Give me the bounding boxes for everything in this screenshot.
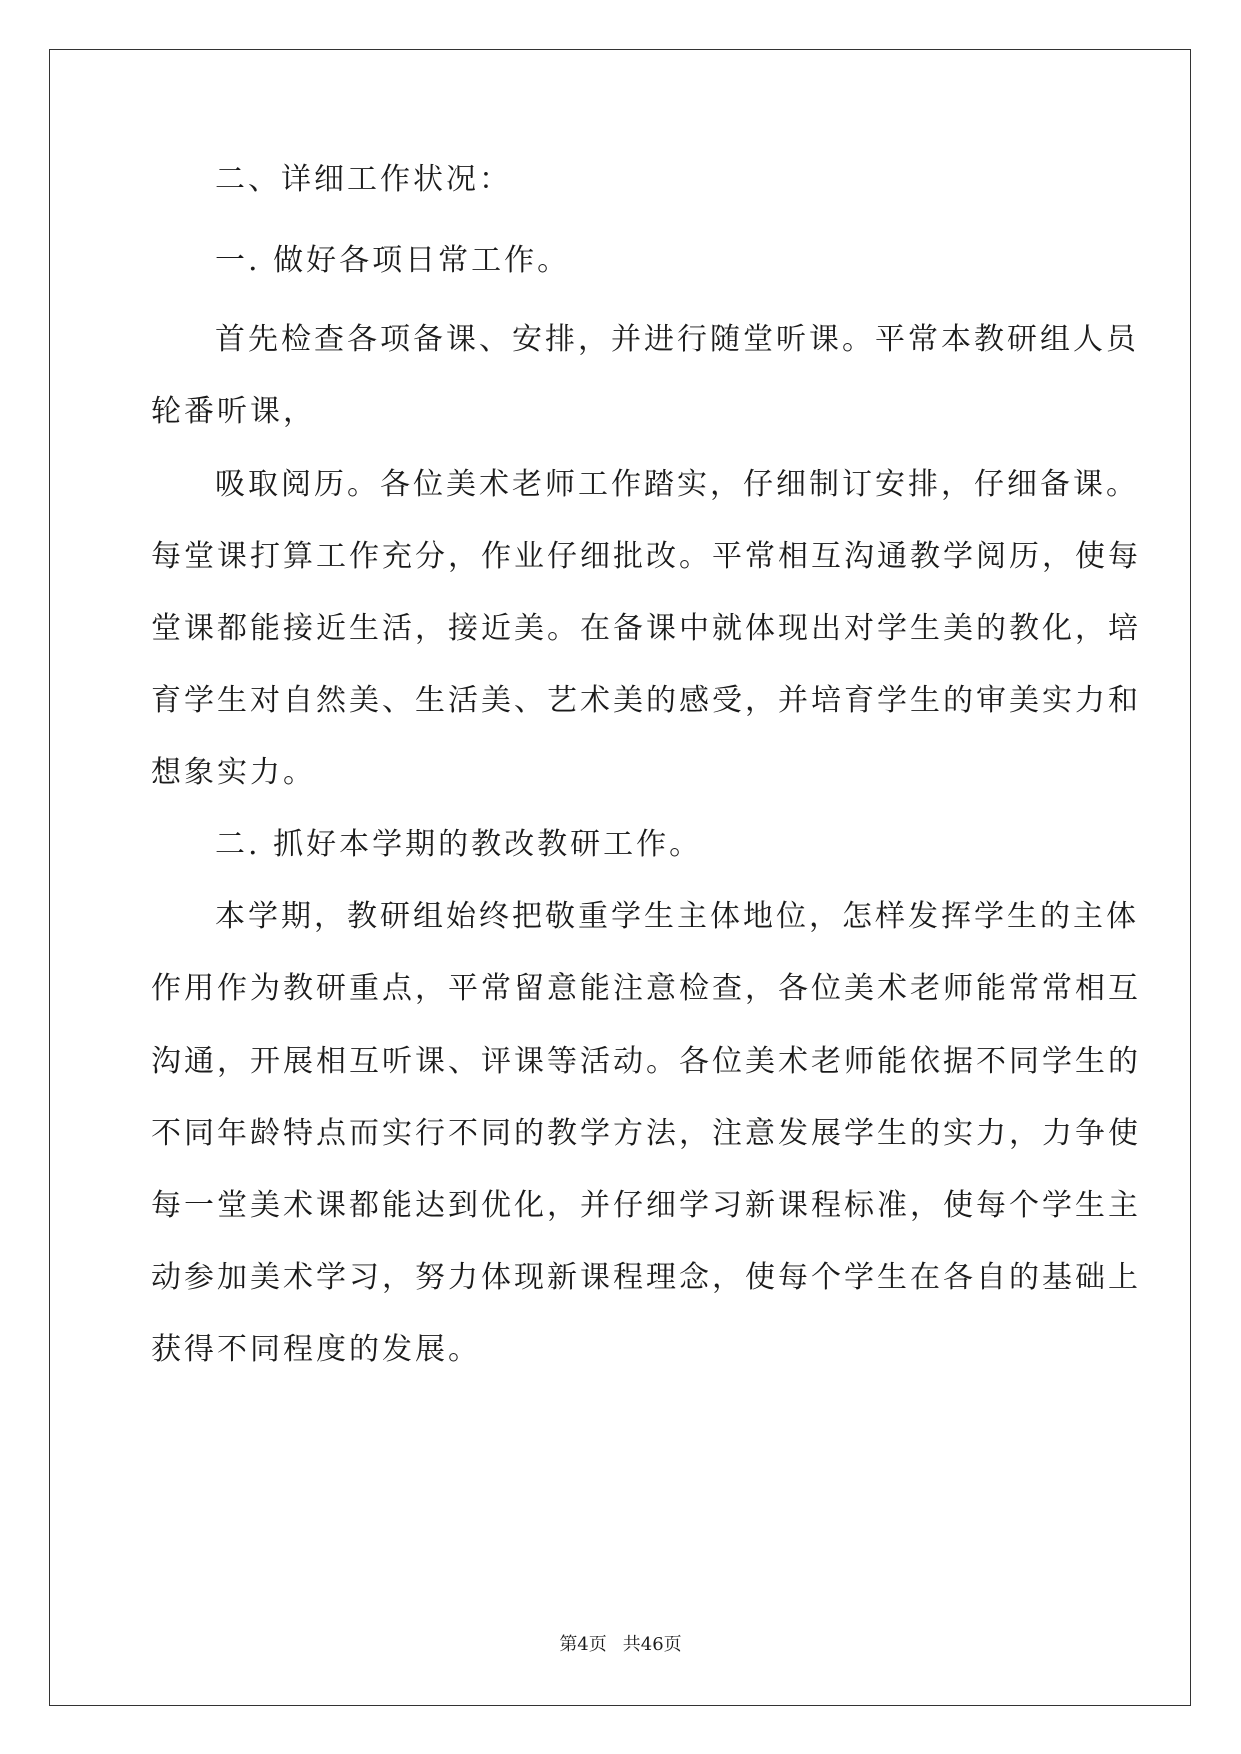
paragraph-line: 育学生对自然美、生活美、艺术美的感受，并培育学生的审美实力和: [151, 683, 1141, 718]
subsection-heading: 一. 做好各项日常工作。: [215, 243, 571, 278]
paragraph-line: 轮番听课，: [151, 394, 316, 429]
subsection-heading: 二. 抓好本学期的教改教研工作。: [215, 827, 703, 862]
paragraph-line: 不同年龄特点而实行不同的教学方法，注意发展学生的实力，力争使: [151, 1116, 1141, 1151]
paragraph-line: 获得不同程度的发展。: [151, 1332, 481, 1367]
paragraph-line: 作用作为教研重点，平常留意能注意检查，各位美术老师能常常相互: [151, 971, 1141, 1006]
page-total: 共46页: [622, 1634, 682, 1655]
paragraph-line: 每一堂美术课都能达到优化，并仔细学习新课程标准，使每个学生主: [151, 1188, 1141, 1223]
section-heading: 二、详细工作状况：: [215, 162, 512, 197]
paragraph-line: 动参加美术学习，努力体现新课程理念，使每个学生在各自的基础上: [151, 1260, 1141, 1295]
paragraph-line: 堂课都能接近生活，接近美。在备课中就体现出对学生美的教化，培: [151, 611, 1141, 646]
paragraph-line: 想象实力。: [151, 755, 316, 790]
page-frame: [49, 49, 1191, 1706]
paragraph-line: 本学期，教研组始终把敬重学生主体地位，怎样发挥学生的主体: [215, 899, 1139, 934]
page-footer: [0, 1633, 1241, 1657]
paragraph-line: 首先检查各项备课、安排，并进行随堂听课。平常本教研组人员: [215, 322, 1139, 357]
paragraph-line: 吸取阅历。各位美术老师工作踏实，仔细制订安排，仔细备课。: [215, 467, 1139, 502]
paragraph-line: 每堂课打算工作充分，作业仔细批改。平常相互沟通教学阅历，使每: [151, 539, 1141, 574]
page-number: 第4页: [559, 1634, 607, 1655]
paragraph-line: 沟通，开展相互听课、评课等活动。各位美术老师能依据不同学生的: [151, 1044, 1141, 1079]
